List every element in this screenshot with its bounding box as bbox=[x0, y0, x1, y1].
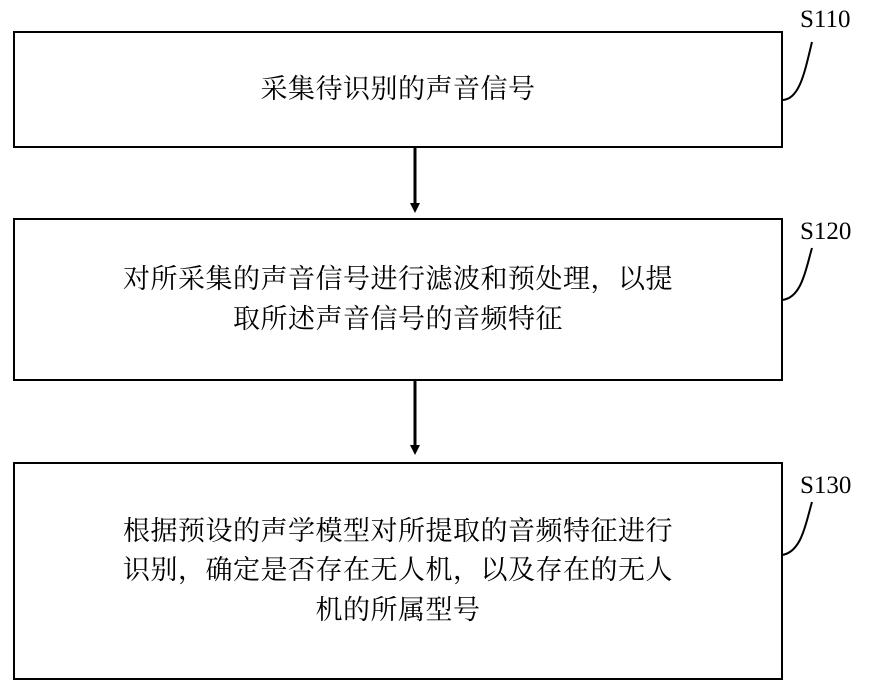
flow-node-s120[interactable] bbox=[13, 218, 783, 381]
leader-line-s130 bbox=[782, 502, 812, 555]
leader-line-s110 bbox=[782, 42, 812, 100]
flow-node-s110[interactable] bbox=[13, 31, 783, 148]
flow-node-s110-label: 采集待识别的声音信号 bbox=[260, 73, 536, 104]
step-label-s120: S120 bbox=[800, 218, 852, 245]
flow-node-s120-label: 对所采集的声音信号进行滤波和预处理，以提 取所述声音信号的音频特征 bbox=[123, 264, 673, 334]
flow-node-s130-label: 根据预设的声学模型对所提取的音频特征进行 识别，确定是否存在无人机，以及存在的无人 机的所属型号 bbox=[123, 516, 673, 625]
step-label-s130: S130 bbox=[800, 472, 852, 499]
step-label-s110: S110 bbox=[800, 6, 851, 33]
leader-line-s120 bbox=[782, 248, 812, 300]
flow-node-s130[interactable] bbox=[13, 462, 783, 680]
